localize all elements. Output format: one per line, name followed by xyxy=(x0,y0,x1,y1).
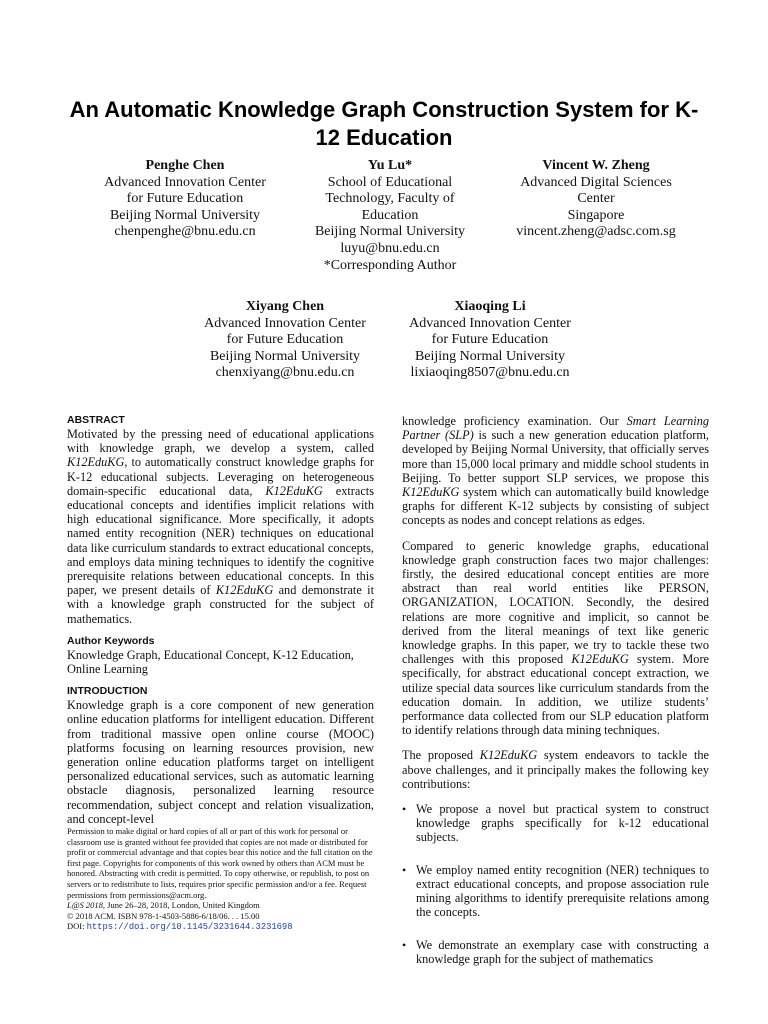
intro-paragraph-2: Compared to generic knowledge graphs, educational knowledge graph construction faces two major challenges: firstly, the desired educational concept entities are more abstract than real world entities like PERSON, ORGANIZATION, LOCATION. Secondly, the desired relations are more cognitive and implicit, so cannot be derived from the literal meanings of text like generic knowledge graphs. In this paper, we try to tackle these two challenges with this proposed K12EduKG system. More specifically, for abstract educational concept extraction, we utilize special data sources like curriculum standards from the education domain. In addition, we utilize students’ performance data collected from our SLP education platform to identify relations through data mining techniques. xyxy=(402,538,709,738)
bullet-icon: • xyxy=(402,862,407,877)
author-affiliation: for Future Education xyxy=(226,332,344,348)
author-email: luyu@bnu.edu.cn xyxy=(340,240,440,256)
abstract-heading: ABSTRACT xyxy=(67,414,125,426)
introduction-heading: INTRODUCTION xyxy=(67,685,148,698)
author-affiliation: Beijing Normal University xyxy=(314,224,466,240)
author-name: Xiyang Chen xyxy=(245,299,325,314)
paper-title: An Automatic Knowledge Graph Construction System for K-12 Education xyxy=(69,97,699,150)
author-affiliation: Advanced Digital Sciences xyxy=(520,174,672,190)
author-affiliation: Education xyxy=(361,207,419,223)
author-block-2 xyxy=(282,158,498,274)
author-affiliation: for Future Education xyxy=(126,191,244,207)
author-name: Yu Lu* xyxy=(367,158,413,173)
keywords-heading: Author Keywords xyxy=(67,634,155,647)
author-affiliation: Singapore xyxy=(567,207,625,223)
contribution-item: • We employ named entity recognition (NER) techniques to extract educational concepts, and propose association rule mining algorithms to identify prerequisite relations among the concepts. xyxy=(402,862,709,920)
author-email: chenpenghe@bnu.edu.cn xyxy=(114,224,256,240)
author-affiliation: Beijing Normal University xyxy=(109,207,261,223)
copyright-line: © 2018 ACM. ISBN 978-1-4503-5886-6/18/06. . . 15.00 xyxy=(67,910,260,921)
author-affiliation: Center xyxy=(577,191,615,207)
author-affiliation: Advanced Innovation Center xyxy=(104,174,266,190)
author-block-5 xyxy=(382,299,598,382)
introduction-text: Knowledge graph is a core component of new generation online education platforms for intelligent education. Different from traditional massive open online course (MOOC) platforms focusing on learning resources provision, new generation online education platforms target on intelligent personalized educational services, such as automatic learning obstacle diagnosis, personalized learning resource recommendation, subject concept and relation visualization, and concept-level xyxy=(67,698,374,826)
author-affiliation: Beijing Normal University xyxy=(209,348,361,364)
author-email: lixiaoqing8507@bnu.edu.cn xyxy=(410,365,570,381)
author-block-4 xyxy=(177,299,393,382)
contribution-item: • We propose a novel but practical system to construct knowledge graphs specifically for k-12 educational subjects. xyxy=(402,802,709,845)
contribution-item: • We demonstrate an exemplary case with constructing a knowledge graph for the subject of mathematics xyxy=(402,937,709,966)
author-name: Vincent W. Zheng xyxy=(542,158,650,173)
permission-notice: Permission to make digital or hard copies of all or part of this work for personal or classroom use is granted without fee provided that copies are not made or distributed for profit or commercial advantage and that copies bear this notice and the full citation on the first page. Copyrights for components of this work owned by others than ACM must be honored. Abstracting with credit is permitted. To copy otherwise, or republish, to post on servers or to redistribute to lists, requires prior specific permission and/or a fee. Request permissions from permissions@acm.org. xyxy=(67,826,373,900)
intro-paragraph-3: The proposed K12EduKG system endeavors to tackle the above challenges, and it principally makes the following key contributions: xyxy=(402,748,709,791)
copyright-footnote xyxy=(67,826,374,933)
author-affiliation: Advanced Innovation Center xyxy=(409,315,571,331)
author-affiliation: Beijing Normal University xyxy=(414,348,566,364)
author-affiliation: for Future Education xyxy=(431,332,549,348)
author-name: Penghe Chen xyxy=(145,158,225,173)
author-affiliation: Advanced Innovation Center xyxy=(204,315,366,331)
bullet-icon: • xyxy=(402,802,407,817)
author-name: Xiaoqing Li xyxy=(454,299,526,314)
left-column xyxy=(67,414,374,826)
author-affiliation: School of Educational xyxy=(327,174,453,190)
author-email: chenxiyang@bnu.edu.cn xyxy=(215,365,355,381)
author-email: vincent.zheng@adsc.com.sg xyxy=(516,224,676,240)
doi-line: DOI: https://doi.org/10.1145/3231644.3231698 xyxy=(67,921,293,933)
author-block-3 xyxy=(488,158,704,241)
keywords-text: Knowledge Graph, Educational Concept, K-12 Education, Online Learning xyxy=(67,647,354,677)
intro-paragraph-1: knowledge proficiency examination. Our Smart Learning Partner (SLP) is such a new generation education platform, developed by Beijing Normal University, that officially serves more than 15,000 local primary and middle school students in Beijing. To better support SLP services, we propose this K12EduKG system which can automatically build knowledge graphs for different K-12 subjects by consisting of subject concepts as nodes and concept relations as edges. xyxy=(402,414,709,528)
conference-info: L@S 2018, June 26–28, 2018, London, United Kingdom xyxy=(67,900,260,911)
doi-link[interactable]: https://doi.org/10.1145/3231644.3231698 xyxy=(86,922,293,933)
right-column xyxy=(402,414,709,966)
author-affiliation: Technology, Faculty of xyxy=(325,191,455,207)
author-block-1 xyxy=(77,158,293,241)
author-note: *Corresponding Author xyxy=(323,257,457,273)
bullet-icon: • xyxy=(402,937,407,952)
abstract-text: Motivated by the pressing need of educational applications with knowledge graph, we develop a system, called K12EduKG, to automatically construct knowledge graphs for K-12 educational subjects. Leveraging on heterogeneous domain-specific educational data, K12EduKG extracts educational concepts and identifies implicit relations with high educational significance. More specifically, it adopts named entity recognition (NER) techniques on educational data like curriculum standards to extract educational concepts, and employs data mining techniques to identify the cognitive prerequisite relations between educational concepts. In this paper, we present details of K12EduKG and demonstrate it with a knowledge graph constructed for the subject of mathematics. xyxy=(67,427,374,626)
